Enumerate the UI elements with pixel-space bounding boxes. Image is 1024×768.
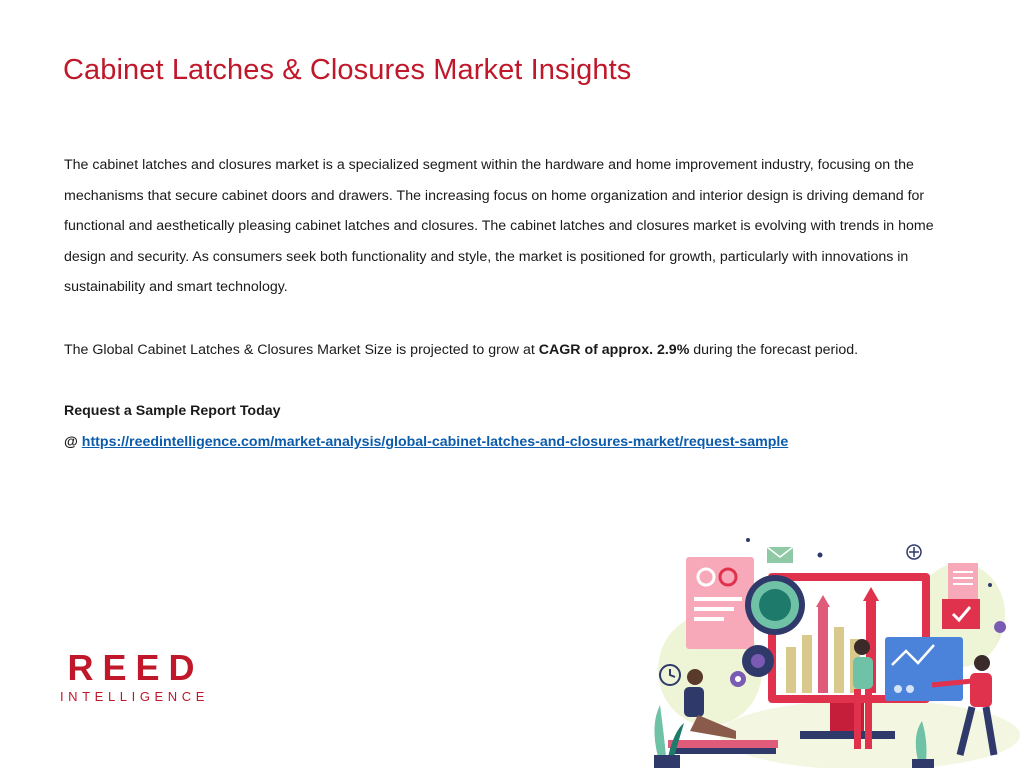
sample-request-heading: Request a Sample Report Today (64, 403, 281, 419)
intro-paragraph: The cabinet latches and closures market is a specialized segment within the hardware and home improvement industry, focusing on the mechanisms that secure cabinet doors and drawers. The increasing focus on home organization and interior design is driving demand for functional and aesthetically pleasing cabinet latches and closures. The cabinet latches and closures market is evolving with trends in home design and security. As consumers seek both functionality and style, the market is positioned for growth, particularly with innovations in sustainability and smart technology. (64, 157, 934, 296)
analytics-card-icon (885, 637, 963, 701)
plus-icon (907, 545, 921, 559)
donut-chart-icon (745, 575, 805, 635)
market-analytics-illustration (640, 535, 1024, 768)
sample-request-link-line (64, 427, 788, 458)
document-icon (686, 557, 754, 649)
cagr-suffix: during the forecast period. (689, 342, 859, 358)
page-title: Cabinet Latches & Closures Market Insights (63, 54, 632, 86)
reed-intelligence-logo (50, 648, 215, 705)
cagr-highlight: CAGR of approx. 2.9% (538, 342, 690, 358)
cagr-statement (64, 335, 858, 365)
cagr-prefix: The Global Cabinet Latches & Closures Market Size is projected to grow at (64, 342, 539, 358)
logo-subtitle: INTELLIGENCE (59, 689, 210, 704)
sample-request-link[interactable]: https://reedintelligence.com/market-analysis/global-cabinet-latches-and-closures-market/request-sample (81, 433, 789, 450)
at-symbol: @ (64, 433, 82, 450)
sample-request-block (64, 396, 788, 457)
envelope-icon (767, 547, 793, 563)
logo-wordmark: REED (67, 647, 204, 688)
